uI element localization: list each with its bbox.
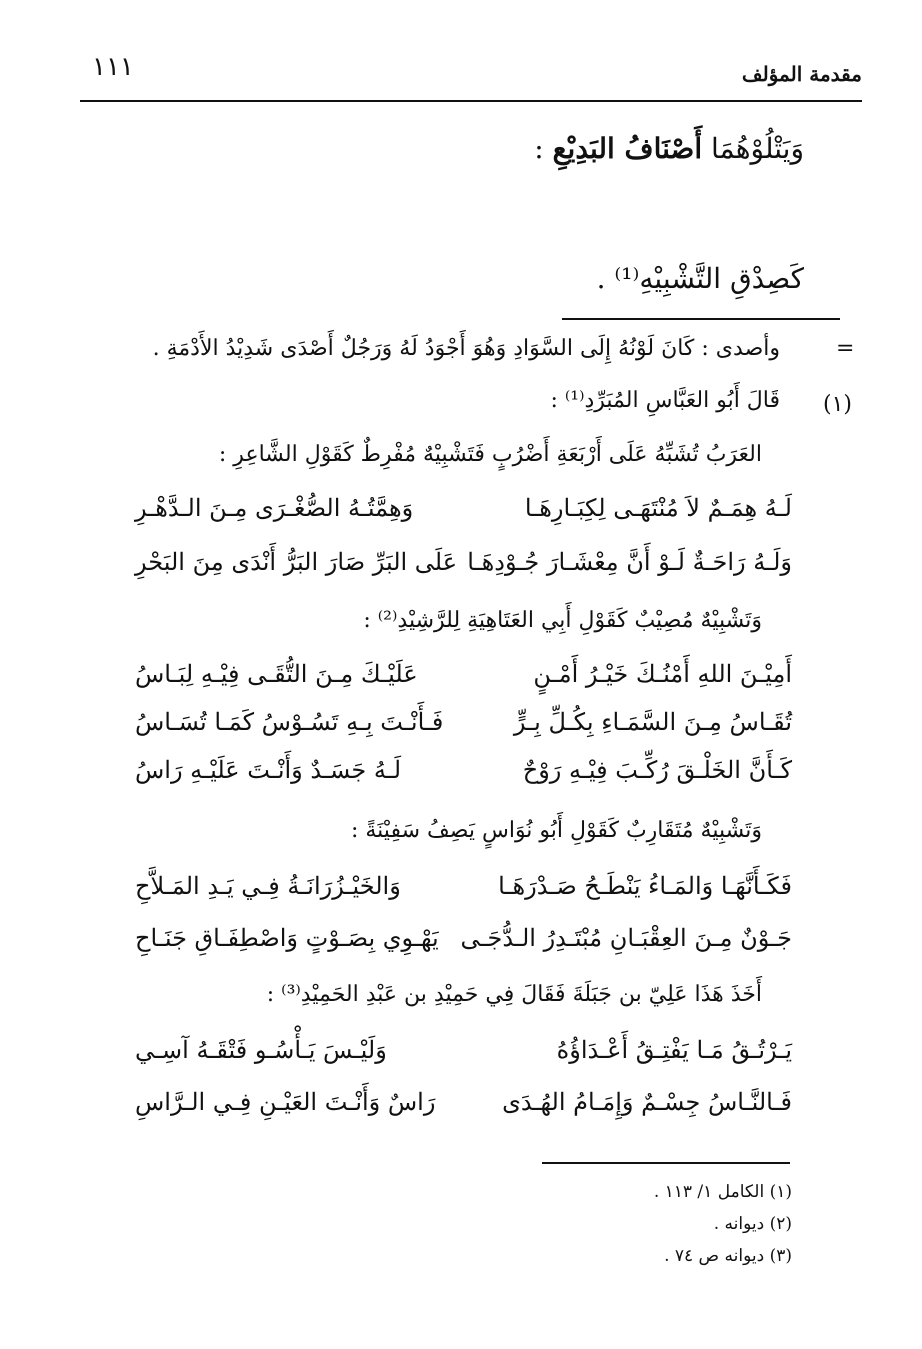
heading-suffix: : — [534, 132, 544, 165]
verse-hemistich-right: فَـالنَّـاسُ جِسْـمٌ وَإِمَـامُ الهُـدَى — [502, 1088, 792, 1116]
footnote-intro: قَالَ أَبُو العَبَّاسِ المُبَرِّدِ⁽¹⁾ : — [550, 388, 780, 413]
verse-hemistich-left: فَـأَنْـتَ بِـهِ تَسُـوْسُ كَمَـا تُسَـاسُ — [135, 708, 444, 736]
notes-divider — [562, 318, 840, 320]
sub-heading: كَصِدْقِ التَّشْبِيْهِ⁽¹⁾ . — [596, 262, 804, 295]
verse-hemistich-right: أَمِيْـنَ اللهِ أَمْنُـكَ خَيْـرُ أَمْـنٍ — [533, 660, 792, 688]
verse-hemistich-left: يَهْـوِي بِصَـوْتٍ وَاصْطِفَـاقِ جَنَـاحِ — [135, 924, 439, 952]
verse-hemistich-right: جَـوْنٌ مِـنَ العِقْبَـانِ مُبْتَـدِرُ الـدُّجَـى — [460, 924, 792, 952]
verse-hemistich-left: وَلَيْـسَ يَـأْسُـو فَتْقَـهُ آسِـي — [135, 1036, 387, 1064]
verse-hemistich-right: يَـرْتُـقُ مَـا يَفْتِـقُ أَعْـدَاؤُهُ — [556, 1036, 792, 1064]
footnote-item: (٣) ديوانه ص ٧٤ . — [664, 1246, 792, 1266]
verse-hemistich-left: عَلَيْـكَ مِـنَ التُّقَـى فِيْـهِ لِبَـاسُ — [135, 660, 418, 688]
footnote-number: (١) — [822, 392, 852, 417]
heading-bold: أَصْنَافُ البَدِيْعِ — [552, 132, 703, 165]
prose-paragraph-2: وَتَشْبِيْهٌ مُصِيْبٌ كَقَوْلِ أَبِي العَتَاهِيَةِ لِلرَّشِيْدِ⁽²⁾ : — [363, 608, 762, 633]
section-heading — [534, 132, 804, 165]
header-rule — [80, 100, 862, 102]
footnotes-divider — [542, 1162, 790, 1164]
verse-hemistich-right: فَكَـأَنَّهَـا وَالمَـاءُ يَنْطَـحُ صَـدْرَهَـا — [498, 872, 792, 900]
verse-hemistich-right: لَـهُ هِمَـمٌ لاَ مُنْتَهَـى لِكِبَـارِهَـا — [524, 494, 792, 522]
page-number: ١١١ — [92, 52, 134, 82]
prose-paragraph-4: أَخَذَ هَذَا عَلِيّ بن جَبَلَةَ فَقَالَ فِي حَمِيْدِ بن عَبْدِ الحَمِيْدِ⁽³⁾ : — [266, 982, 762, 1007]
footnote-item: (٢) ديوانه . — [713, 1214, 792, 1234]
verse-hemistich-left: لَـهُ جَسَـدٌ وَأَنْـتَ عَلَيْـهِ رَاسُ — [135, 756, 402, 784]
footnote-item: (١) الكامل ١/ ١١٣ . — [653, 1182, 792, 1202]
verse-hemistich-left: عَلَى البَرِّ صَارَ البَرُّ أَنْدَى مِنَ البَحْرِ — [135, 548, 458, 576]
verse-hemistich-left: وَهِمَّتُـهُ الصُّغْـرَى مِـنَ الـدَّهْـرِ — [135, 494, 414, 522]
verse-hemistich-right: كَـأَنَّ الخَلْـقَ رُكِّـبَ فِيْـهِ رَوْحٌ — [522, 756, 792, 784]
verse-hemistich-right: وَلَـهُ رَاحَـةٌ لَـوْ أَنَّ مِعْشَـارَ جُـوْدِهَـا — [467, 548, 792, 576]
continuation-note: وأصدى : كَانَ لَوْنُهُ إِلَى السَّوَادِ وَهُوَ أَجْوَدُ لَهُ وَرَجُلٌ أَصْدَى شَدِيْدُ الأَدْمَةِ . — [152, 336, 780, 361]
prose-paragraph-1: العَرَبُ تُشَبِّهُ عَلَى أَرْبَعَةِ أَضْرُبٍ فَتَشْبِيْهٌ مُفْرِطٌ كَقَوْلِ الشَّاعِرِ : — [218, 442, 762, 467]
continuation-mark: = — [836, 336, 855, 361]
verse-hemistich-right: تُقَـاسُ مِـنَ السَّمَـاءِ بِكُـلِّ بِـرٍّ — [513, 708, 792, 736]
verse-hemistich-left: وَالخَيْـزُرَانَـةُ فِـي يَـدِ المَـلاَّحِ — [135, 872, 401, 900]
prose-paragraph-3: وَتَشْبِيْهٌ مُتَقَارِبٌ كَقَوْلِ أَبُو نُوَاسٍ يَصِفُ سَفِيْنَةً : — [350, 818, 762, 843]
running-header-title: مقدمة المؤلف — [741, 62, 862, 86]
heading-prefix: وَيَتْلُوْهُمَا — [711, 132, 804, 165]
verse-hemistich-left: رَاسٌ وَأَنْـتَ العَيْـنِ فِـي الـرَّاسِ — [135, 1088, 436, 1116]
